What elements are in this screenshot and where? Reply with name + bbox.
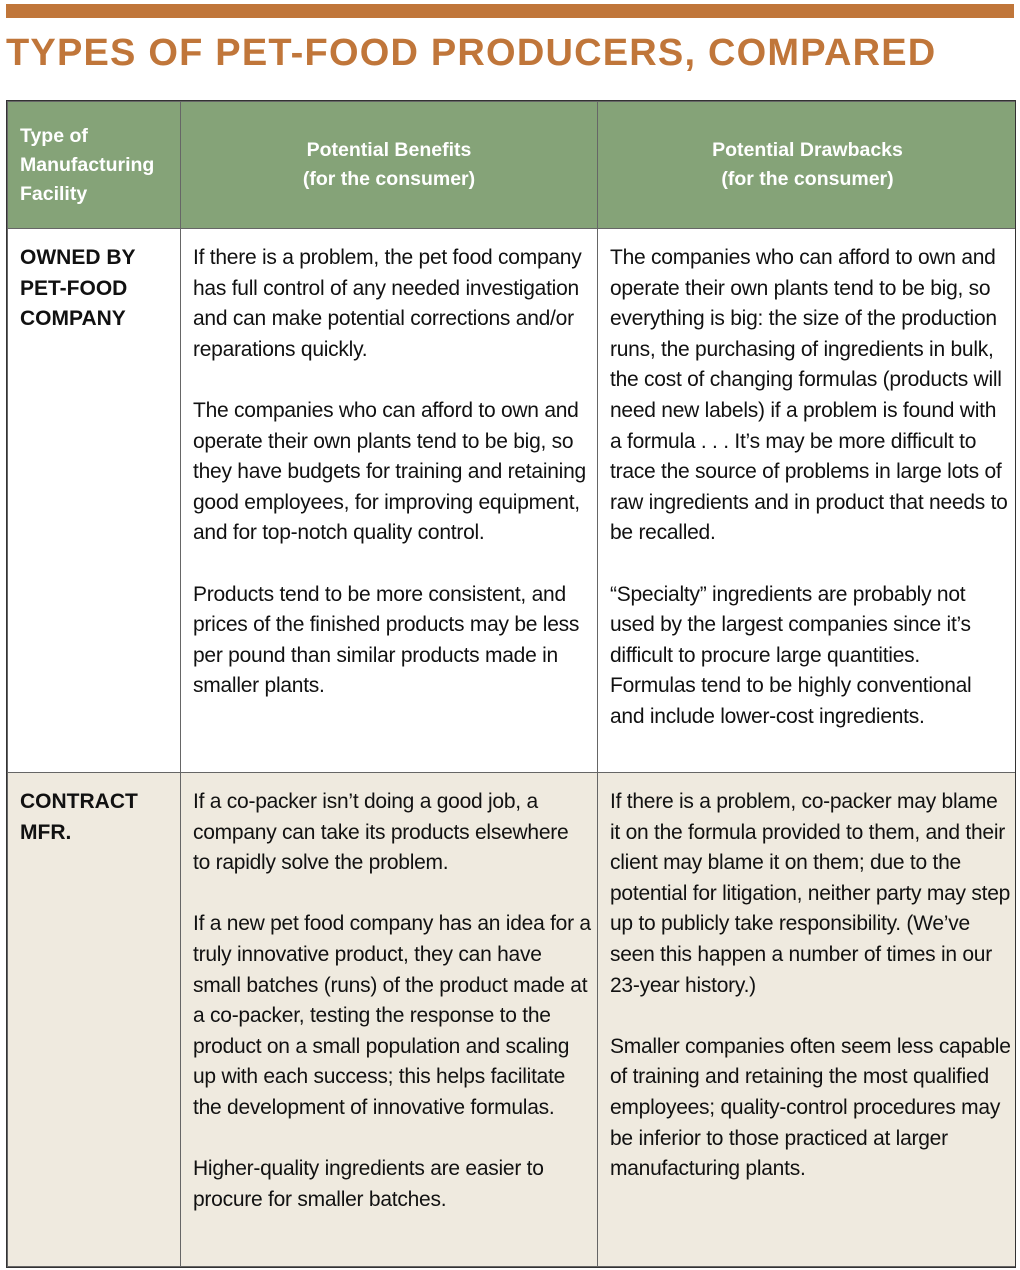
header-drawbacks-line1: Potential Drawbacks [712,139,903,161]
header-benefits-line2: (for the consumer) [302,168,476,190]
benefit-paragraph: If a new pet food company has an idea for a truly innovative product, they can have small batches (runs) of the product made at a co-packer, testing the response to the product on a small population and scaling up with each success; this helps facilitate the development of innovative formulas. [193,912,591,1119]
comparison-table [6,100,1016,1268]
table-row [8,229,1017,773]
page-title: TYPES OF PET-FOOD PRODUCERS, COMPARED [6,32,937,74]
table-header-row [8,102,1017,229]
benefit-paragraph: If there is a problem, the pet food company has full control of any needed investigation and can make potential corrections and/or reparations quickly. [193,246,582,361]
row-benefits-contract [181,773,598,1267]
header-drawbacks [598,102,1017,229]
row-drawbacks-owned [598,229,1017,773]
row-drawbacks-contract [598,773,1017,1267]
row-type-owned: OWNED BY PET-FOOD COMPANY [8,229,181,773]
table-row [8,773,1017,1267]
header-type: Type of Manufacturing Facility [8,102,181,229]
top-accent-rule [6,4,1014,18]
drawback-paragraph: “Specialty” ingredients are probably not used by the largest companies since it’s difficult to procure large quantities. Formulas tend to be highly conventional and include lower-cost ingredients. [610,582,972,728]
benefit-paragraph: Higher-quality ingredients are easier to procure for smaller batches. [193,1157,544,1211]
row-type-contract: CONTRACT MFR. [8,773,181,1267]
benefit-paragraph: Products tend to be more consistent, and prices of the finished products may be less per pound than similar products made in smaller plants. [193,582,580,698]
drawback-paragraph: If there is a problem, co-packer may blame it on the formula provided to them, and their client may blame it on them; due to the potential for litigation, neither party may step up to publicly take responsibility. (We’ve seen this happen a number of times in our 23-year history.) [610,790,1011,997]
row-benefits-owned [181,229,598,773]
header-drawbacks-line2: (for the consumer) [721,168,894,190]
header-benefits [181,102,598,229]
drawback-paragraph: The companies who can afford to own and operate their own plants tend to be big, so everything is big: the size of the production runs, the purchasing of ingredients in bulk, the cost of changing formulas (products will need new labels) if a problem is found with a formula . . . It’s may be more difficult to trace the source of problems in large lots of raw ingredients and in product that needs to be recalled. [610,246,1008,545]
benefit-paragraph: The companies who can afford to own and operate their own plants tend to be big, so they have budgets for training and retaining good employees, for improving equipment, and for top-notch quality control. [193,398,586,545]
header-benefits-line1: Potential Benefits [306,139,472,161]
benefit-paragraph: If a co-packer isn’t doing a good job, a company can take its products elsewhere to rapidly solve the problem. [193,790,569,875]
drawback-paragraph: Smaller companies often seem less capable of training and retaining the most qualified employees; quality-control procedures may be inferior to those practiced at larger manufacturing plants. [610,1034,1011,1181]
